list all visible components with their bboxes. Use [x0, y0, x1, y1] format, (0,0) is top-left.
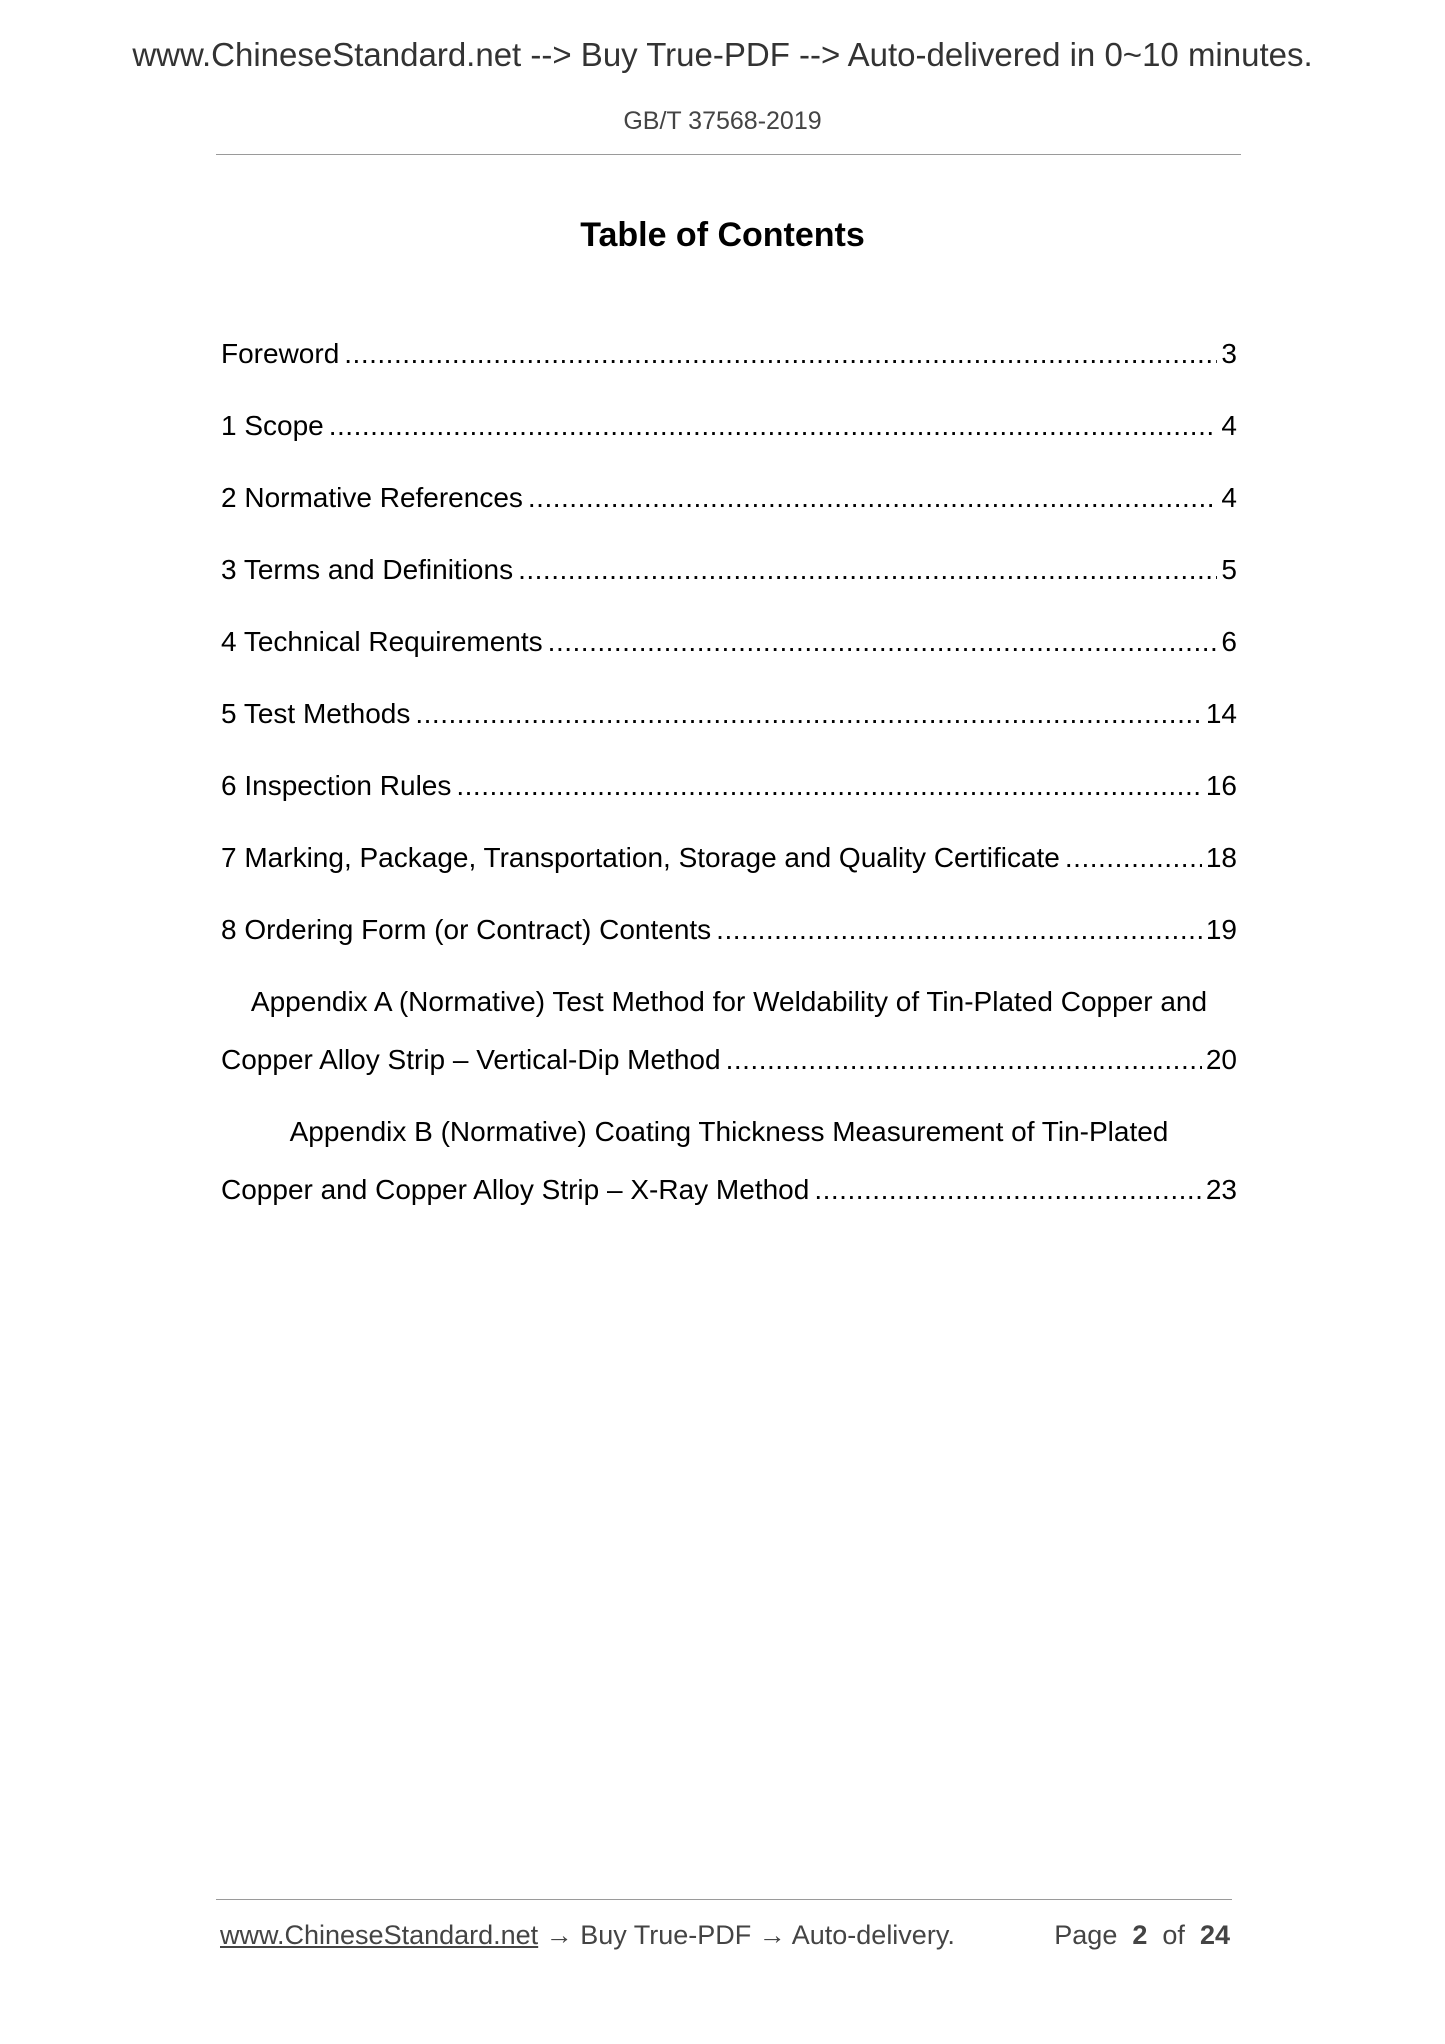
toc-entry-label: 6 Inspection Rules [221, 770, 452, 801]
dot-leader [814, 1174, 1202, 1206]
dot-leader [518, 554, 1217, 586]
toc-entry-label: 8 Ordering Form (or Contract) Contents [221, 914, 712, 945]
toc-entry-label-line2: Copper and Copper Alloy Strip – X-Ray Method [221, 1174, 810, 1205]
page-indicator [1054, 1920, 1230, 1951]
table-of-contents [221, 338, 1237, 1246]
dot-leader [716, 914, 1202, 946]
page-title: Table of Contents [580, 216, 865, 254]
toc-entry-appendix-b[interactable] [221, 1116, 1237, 1246]
toc-entry-page: 16 [1205, 770, 1237, 801]
toc-entry-label: 4 Technical Requirements [221, 626, 543, 657]
toc-entry-technical-requirements[interactable] [221, 626, 1237, 698]
toc-entry-page: 6 [1221, 626, 1237, 657]
toc-entry-page: 5 [1221, 554, 1237, 585]
toc-entry-label-line1: Appendix A (Normative) Test Method for Weldability of Tin-Plated Copper and [250, 986, 1208, 1017]
dot-leader [548, 626, 1218, 658]
footer-promo-text: → Buy True-PDF → Auto-delivery. [538, 1920, 955, 1950]
toc-entry-page: 4 [1221, 482, 1237, 513]
page-number: 2 [1132, 1920, 1148, 1950]
header-divider [216, 154, 1241, 155]
toc-entry-label-line2: Copper Alloy Strip – Vertical-Dip Method [221, 1044, 721, 1075]
footer-divider [216, 1899, 1232, 1900]
toc-entry-inspection-rules[interactable] [221, 770, 1237, 842]
toc-entry-page: 14 [1205, 698, 1237, 729]
page-total: 24 [1199, 1920, 1230, 1950]
dot-leader [329, 410, 1218, 442]
toc-entry-label-line2-row [221, 1044, 1237, 1116]
page-word: Page [1054, 1920, 1118, 1950]
top-banner: www.ChineseStandard.net --> Buy True-PDF --> Auto-delivered in 0~10 minutes. [132, 36, 1313, 73]
toc-entry-page: 3 [1221, 338, 1237, 369]
toc-entry-test-methods[interactable] [221, 698, 1237, 770]
toc-entry-label: 7 Marking, Package, Transportation, Storage and Quality Certificate [221, 842, 1060, 873]
toc-entry-foreword[interactable] [221, 338, 1237, 410]
toc-entry-page: 19 [1205, 914, 1237, 945]
document-code: GB/T 37568-2019 [623, 107, 822, 135]
dot-leader [528, 482, 1218, 514]
footer-promo [220, 1920, 955, 1951]
of-word: of [1162, 1920, 1185, 1950]
toc-entry-page: 4 [1221, 410, 1237, 441]
toc-entry-terms-and-definitions[interactable] [221, 554, 1237, 626]
toc-entry-scope[interactable] [221, 410, 1237, 482]
toc-entry-appendix-a[interactable] [221, 986, 1237, 1116]
toc-entry-label: 5 Test Methods [221, 698, 411, 729]
toc-entry-label: 2 Normative References [221, 482, 523, 513]
dot-leader [344, 338, 1217, 370]
toc-entry-page: 23 [1205, 1174, 1237, 1205]
toc-entry-label-line1: Appendix B (Normative) Coating Thickness Measurement of Tin-Plated [289, 1116, 1169, 1147]
toc-entry-label: 1 Scope [221, 410, 324, 441]
toc-entry-label: 3 Terms and Definitions [221, 554, 514, 585]
toc-entry-page: 18 [1205, 842, 1237, 873]
dot-leader [456, 770, 1201, 802]
dot-leader [726, 1044, 1202, 1076]
toc-entry-ordering-form[interactable] [221, 914, 1237, 986]
toc-entry-label-line2-row [221, 1174, 1237, 1246]
footer-site-link[interactable]: www.ChineseStandard.net [220, 1920, 539, 1950]
toc-entry-normative-references[interactable] [221, 482, 1237, 554]
toc-entry-page: 20 [1205, 1044, 1237, 1075]
toc-entry-label: Foreword [221, 338, 340, 369]
dot-leader [1065, 842, 1202, 874]
toc-entry-marking-package[interactable] [221, 842, 1237, 914]
dot-leader [415, 698, 1201, 730]
